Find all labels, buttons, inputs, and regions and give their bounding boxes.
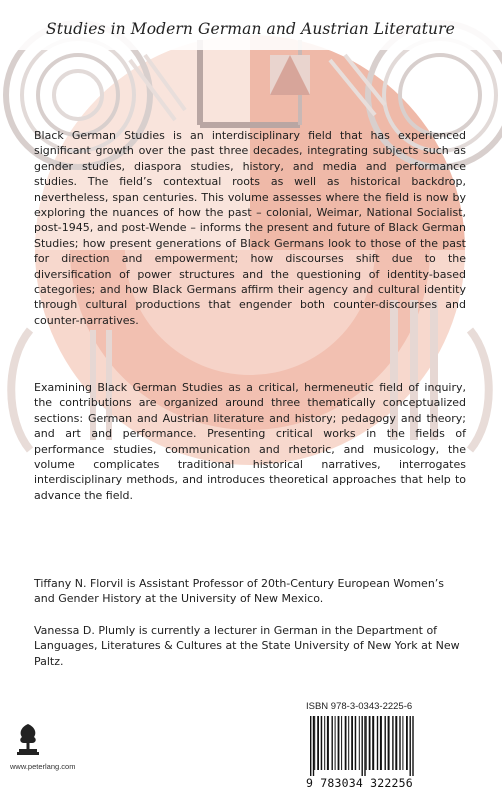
barcode-guard-bar	[310, 716, 311, 776]
barcode-bar	[402, 716, 403, 770]
barcode-bar	[335, 716, 336, 770]
barcode-bar	[348, 716, 349, 770]
barcode-guard-bar	[362, 716, 363, 776]
description-paragraph-1: Black German Studies is an interdisciplinary field that has experienced significant growth over the past three decades, integrating subjects such as gender studies, diaspora studies, history, and media and performance studies. The field’s contextual roots as well as historical backdrop, nevertheless, span centuries. This volume assesses where the field is now by exploring the nuances of how the past – colonial, Weimar, National Socialist, post-1945, and post-Wende – informs the present and future of Black German Studies; how present generations of Black Germans look to those of the past for direction and empowerment; how discourses shift due to the diversification of power structures and the questioning of identity-based categories; and how Black Germans affirm their agency and cultural identity through cultural productions that engender both counter-discourses and counter-narratives.	[34, 129, 466, 327]
barcode-bar	[324, 716, 325, 770]
barcode-bar	[355, 716, 357, 770]
barcode-bar	[380, 716, 382, 770]
barcode-bars	[308, 716, 454, 776]
barcode-guard-bar	[364, 716, 365, 776]
publisher-url[interactable]: www.peterlang.com	[10, 762, 76, 771]
barcode-bar	[385, 716, 386, 770]
peter-lang-tree-icon	[16, 722, 40, 760]
barcode-bar	[369, 716, 371, 770]
barcode-bar	[314, 716, 315, 770]
barcode-bar	[341, 716, 342, 770]
barcode-bar	[359, 716, 360, 770]
barcode-bar	[388, 716, 390, 770]
isbn-barcode	[296, 698, 466, 800]
barcode-bar	[399, 716, 400, 770]
description-paragraph-2: Examining Black German Studies as a critical, hermeneutic field of inquiry, the contributions are organized around three thematically conceptualized sections: German and Austrian literature and history; pedagogy and theory; and art and performance. Presenting critical works in the fields of performance studies, communication and rhetoric, and musicology, the volume complicates traditional historical narratives, interrogates interdisciplinary methods, and introduces theoretical approaches that help to advance the field.	[34, 381, 466, 502]
barcode-bar	[327, 716, 329, 770]
barcode-guard-bar	[313, 716, 314, 776]
barcode-bar	[392, 716, 393, 770]
isbn-label: ISBN 978-3-0343-2225-6	[306, 701, 413, 712]
barcode-bar	[321, 716, 323, 770]
barcode-guard-bar	[410, 716, 411, 776]
barcode-digits: 9 783034 322256	[306, 776, 413, 790]
barcode-bar	[395, 716, 397, 770]
barcode-bar	[317, 716, 319, 770]
barcode-bar	[351, 716, 353, 770]
barcode-bar	[332, 716, 333, 770]
barcode-bar	[372, 716, 374, 770]
barcode-bar	[366, 716, 367, 770]
editor-bio-plumly: Vanessa D. Plumly is currently a lecturer in German in the Department of Languages, Literatures & Cultures at the State University of New York at New Paltz.	[34, 624, 460, 668]
editor-bio-florvil: Tiffany N. Florvil is Assistant Professor of 20th-Century European Women’s and Gender History at the University of New Mexico.	[34, 577, 445, 606]
barcode-guard-bar	[412, 716, 413, 776]
series-title: Studies in Modern German and Austrian Literature	[46, 20, 455, 38]
barcode-bar	[377, 716, 378, 770]
barcode-bar	[406, 716, 408, 770]
barcode-bar	[338, 716, 340, 770]
barcode-bar	[345, 716, 347, 770]
